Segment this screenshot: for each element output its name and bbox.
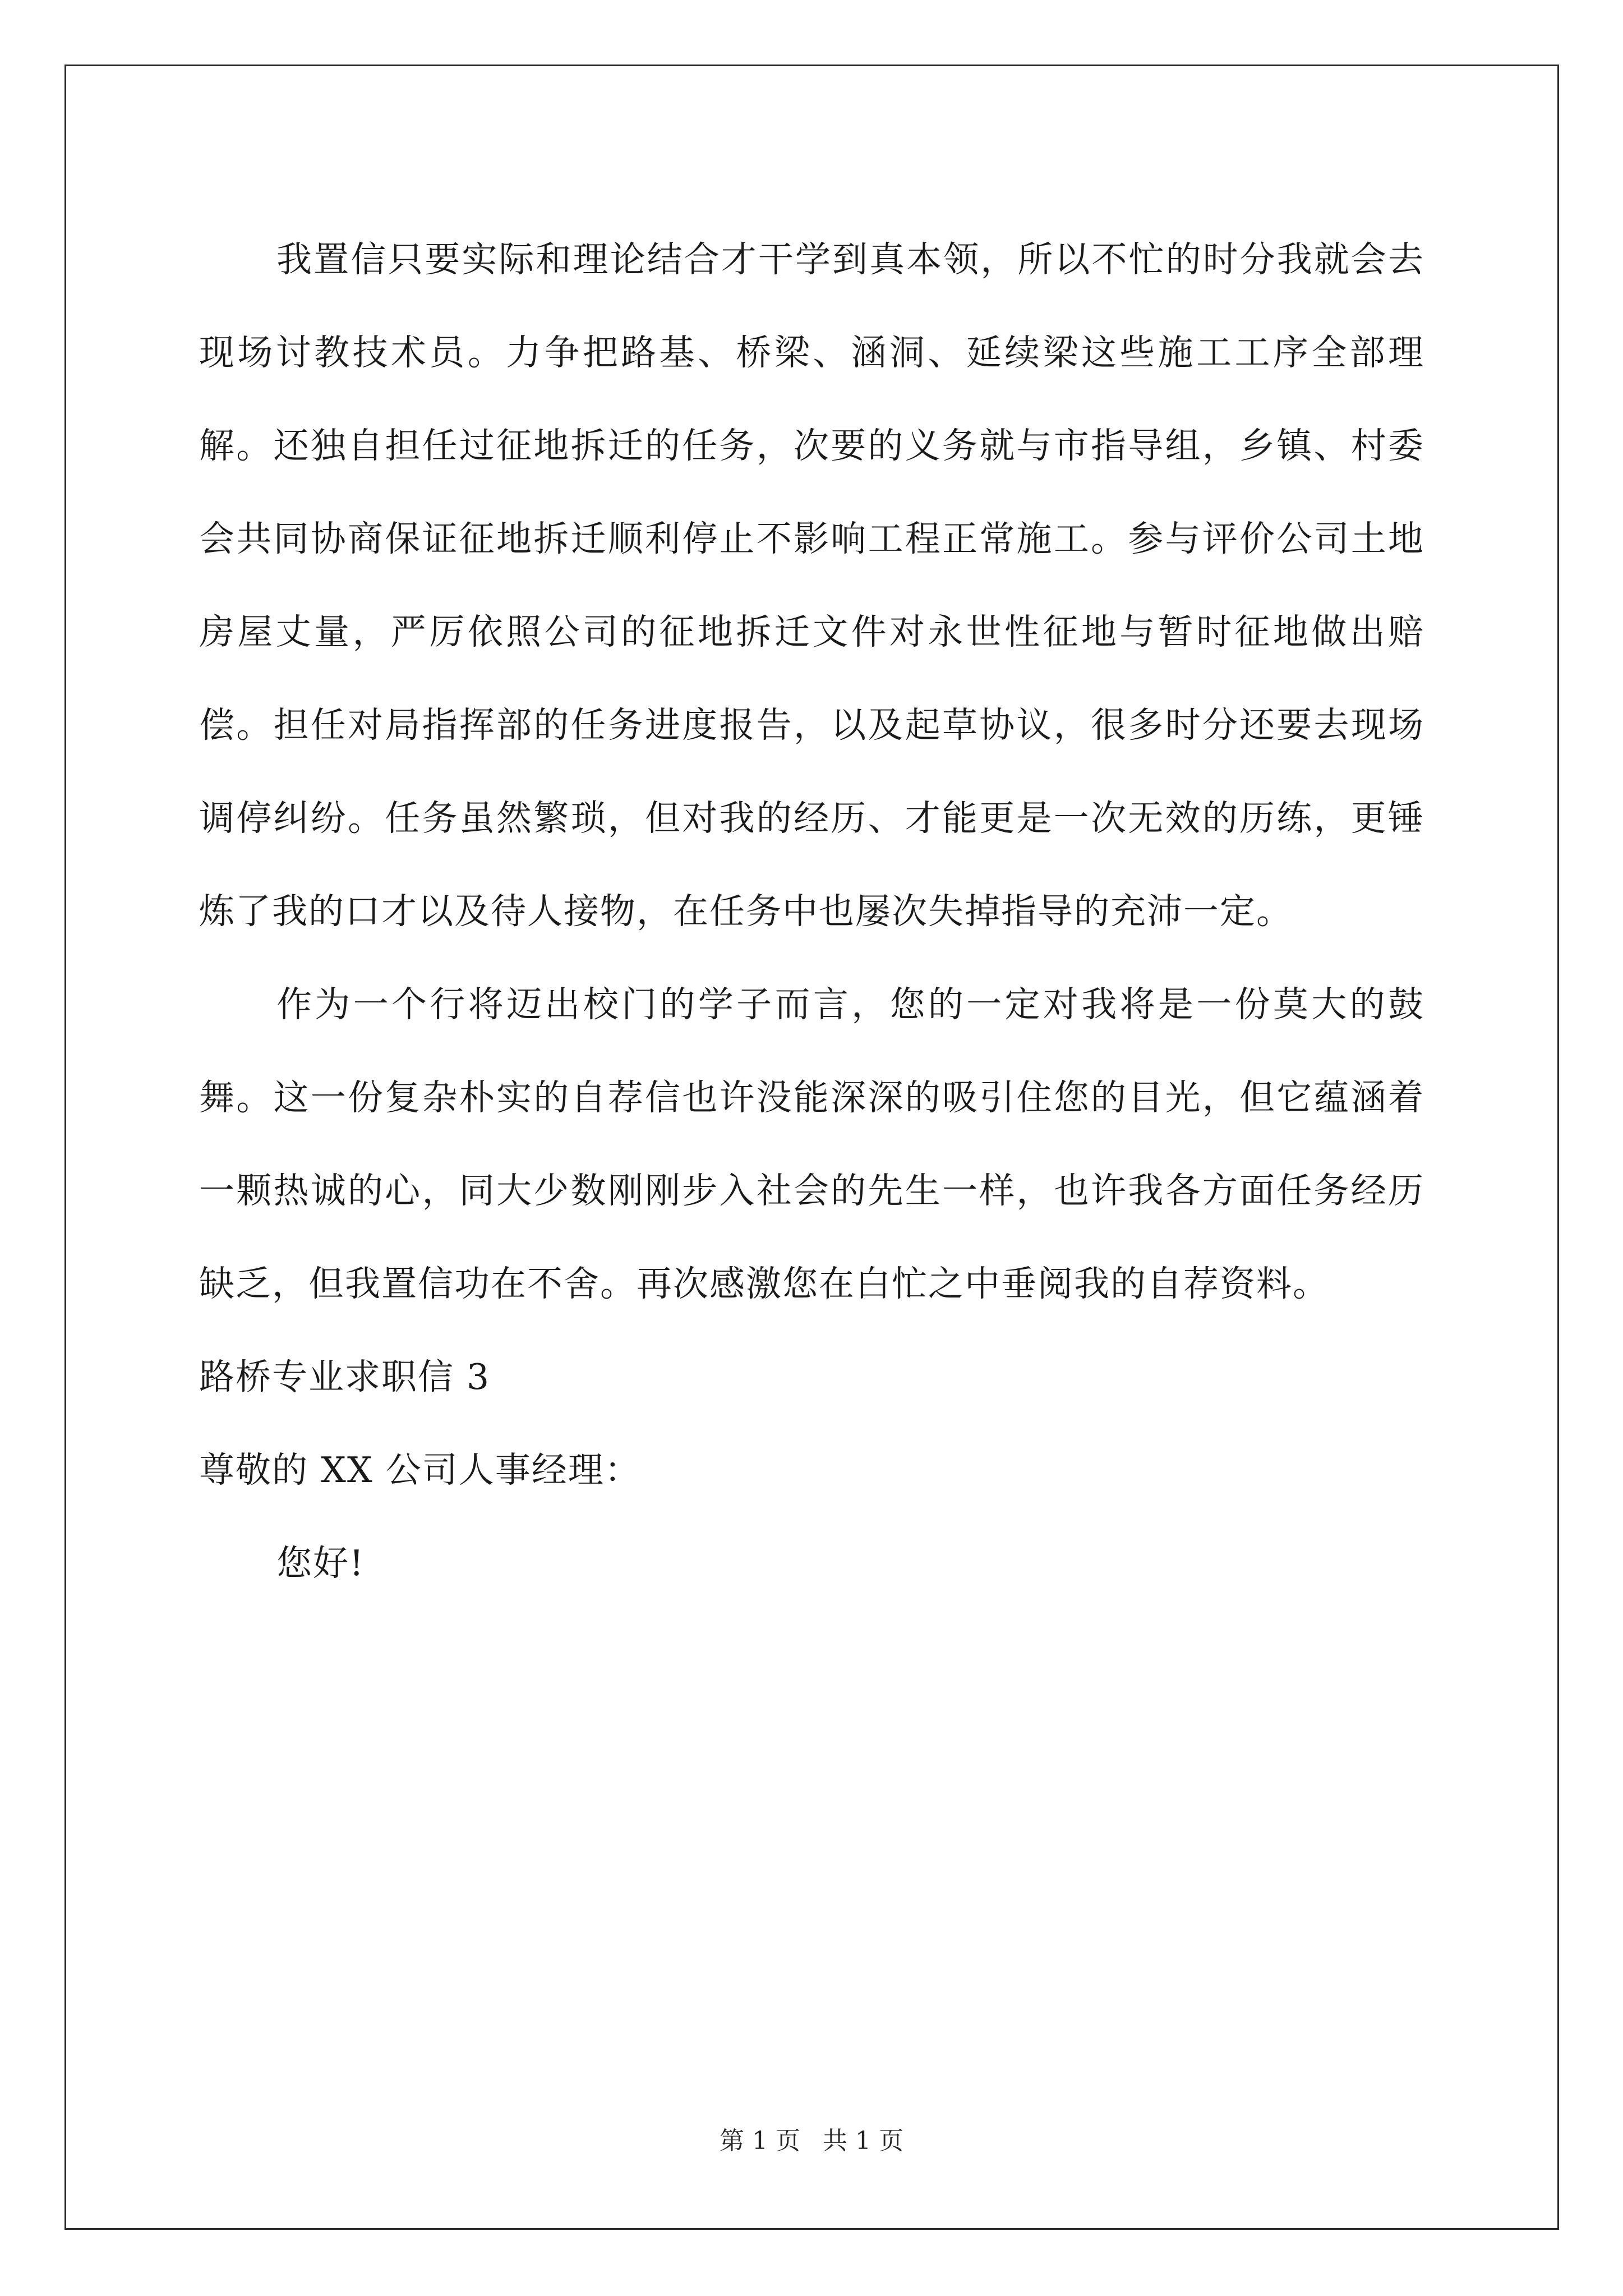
document-body — [199, 213, 1424, 1610]
page-total: 共 1 页 — [823, 2127, 903, 2155]
body-paragraph-1: 我置信只要实际和理论结合才干学到真本领，所以不忙的时分我就会去现场讨教技术员。力争把路基、桥梁、涵洞、延续梁这些施工工序全部理解。还独自担任过征地拆迁的任务，次要的义务就与市指导组，乡镇、村委会共同协商保证征地拆迁顺利停止不影响工程正常施工。参与评价公司土地房屋丈量，严厉依照公司的征地拆迁文件对永世性征地与暂时征地做出赔偿。担任对局指挥部的任务进度报告，以及起草协议，很多时分还要去现场调停纠纷。任务虽然繁琐，但对我的经历、才能更是一次无效的历练，更锤炼了我的口才以及待人接物，在任务中也屡次失掉指导的充沛一定。 — [199, 239, 1424, 932]
body-paragraph-2: 作为一个行将迈出校门的学子而言，您的一定对我将是一份莫大的鼓舞。这一份复杂朴实的自荐信也许没能深深的吸引住您的目光，但它蕴涵着一颗热诚的心，同大少数刚刚步入社会的先生一样，也许我各方面任务经历缺乏，但我置信功在不舍。再次感激您在白忙之中垂阅我的自荐资料。 — [199, 984, 1424, 1304]
salutation: 尊敬的 XX 公司人事经理： — [199, 1450, 641, 1490]
page-number: 第 1 页 — [720, 2127, 800, 2155]
page-footer — [0, 2120, 1623, 2156]
greeting: 您好! — [276, 1543, 365, 1584]
section-title: 路桥专业求职信 3 — [199, 1356, 491, 1397]
